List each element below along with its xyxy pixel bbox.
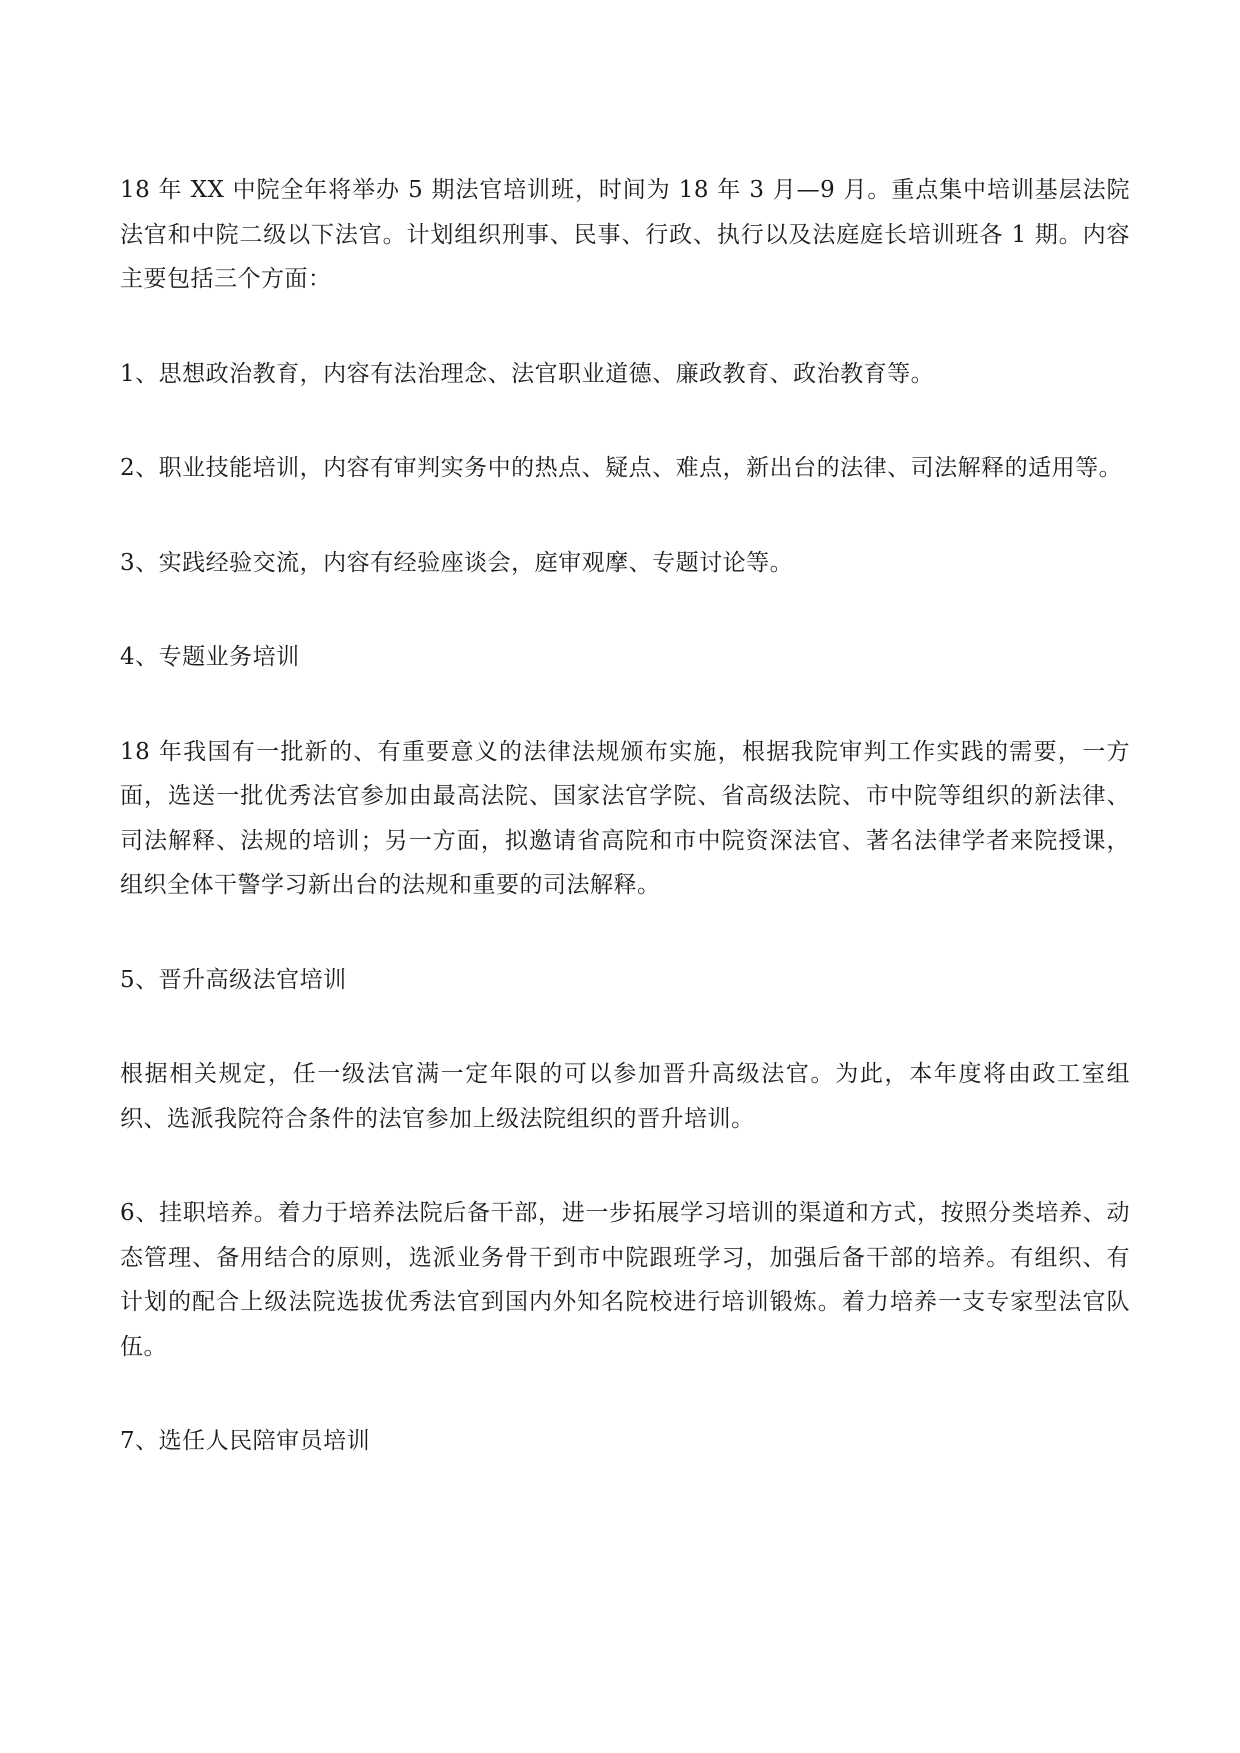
paragraph-gap bbox=[120, 396, 1130, 446]
document-body bbox=[120, 168, 1130, 1464]
paragraph-intro: 18 年 XX 中院全年将举办 5 期法官培训班，时间为 18 年 3 月—9 月。重点集中培训基层法院法官和中院二级以下法官。计划组织刑事、民事、行政、执行以及法庭庭长培训班各 1 期。内容主要包括三个方面： bbox=[120, 177, 1130, 292]
paragraph-item-4-heading: 4、专题业务培训 bbox=[120, 644, 300, 670]
paragraph-item-7-heading: 7、选任人民陪审员培训 bbox=[120, 1428, 371, 1454]
paragraph-gap bbox=[120, 680, 1130, 730]
paragraph-gap bbox=[120, 908, 1130, 958]
paragraph-item-5-heading: 5、晋升高级法官培训 bbox=[120, 966, 347, 993]
paragraph-item-2: 2、职业技能培训，内容有审判实务中的热点、疑点、难点，新出台的法律、司法解释的适用等。 bbox=[120, 455, 1123, 481]
paragraph-gap bbox=[120, 1141, 1130, 1191]
paragraph-item-5-body: 根据相关规定，任一级法官满一定年限的可以参加晋升高级法官。为此，本年度将由政工室组织、选派我院符合条件的法官参加上级法院组织的晋升培训。 bbox=[120, 1061, 1130, 1132]
paragraph-gap bbox=[120, 491, 1130, 541]
paragraph-gap bbox=[120, 1002, 1130, 1052]
paragraph-gap bbox=[120, 585, 1130, 635]
paragraph-item-3: 3、实践经验交流，内容有经验座谈会，庭审观摩、专题讨论等。 bbox=[120, 549, 794, 576]
paragraph-item-1: 1、思想政治教育，内容有法治理念、法官职业道德、廉政教育、政治教育等。 bbox=[120, 360, 935, 387]
paragraph-item-4-body: 18 年我国有一批新的、有重要意义的法律法规颁布实施，根据我院审判工作实践的需要，一方面，选送一批优秀法官参加由最高法院、国家法官学院、省高级法院、市中院等组织的新法律、司法解释、法规的培训；另一方面，拟邀请省高院和市中院资深法官、著名法律学者来院授课，组织全体干警学习新出台的法规和重要的司法解释。 bbox=[120, 738, 1130, 898]
paragraph-gap bbox=[120, 1369, 1130, 1419]
paragraph-gap bbox=[120, 302, 1130, 352]
paragraph-item-6: 6、挂职培养。着力于培养法院后备干部，进一步拓展学习培训的渠道和方式，按照分类培养、动态管理、备用结合的原则，选派业务骨干到市中院跟班学习，加强后备干部的培养。有组织、有计划的配合上级法院选拔优秀法官到国内外知名院校进行培训锻炼。着力培养一支专家型法官队伍。 bbox=[120, 1200, 1130, 1360]
